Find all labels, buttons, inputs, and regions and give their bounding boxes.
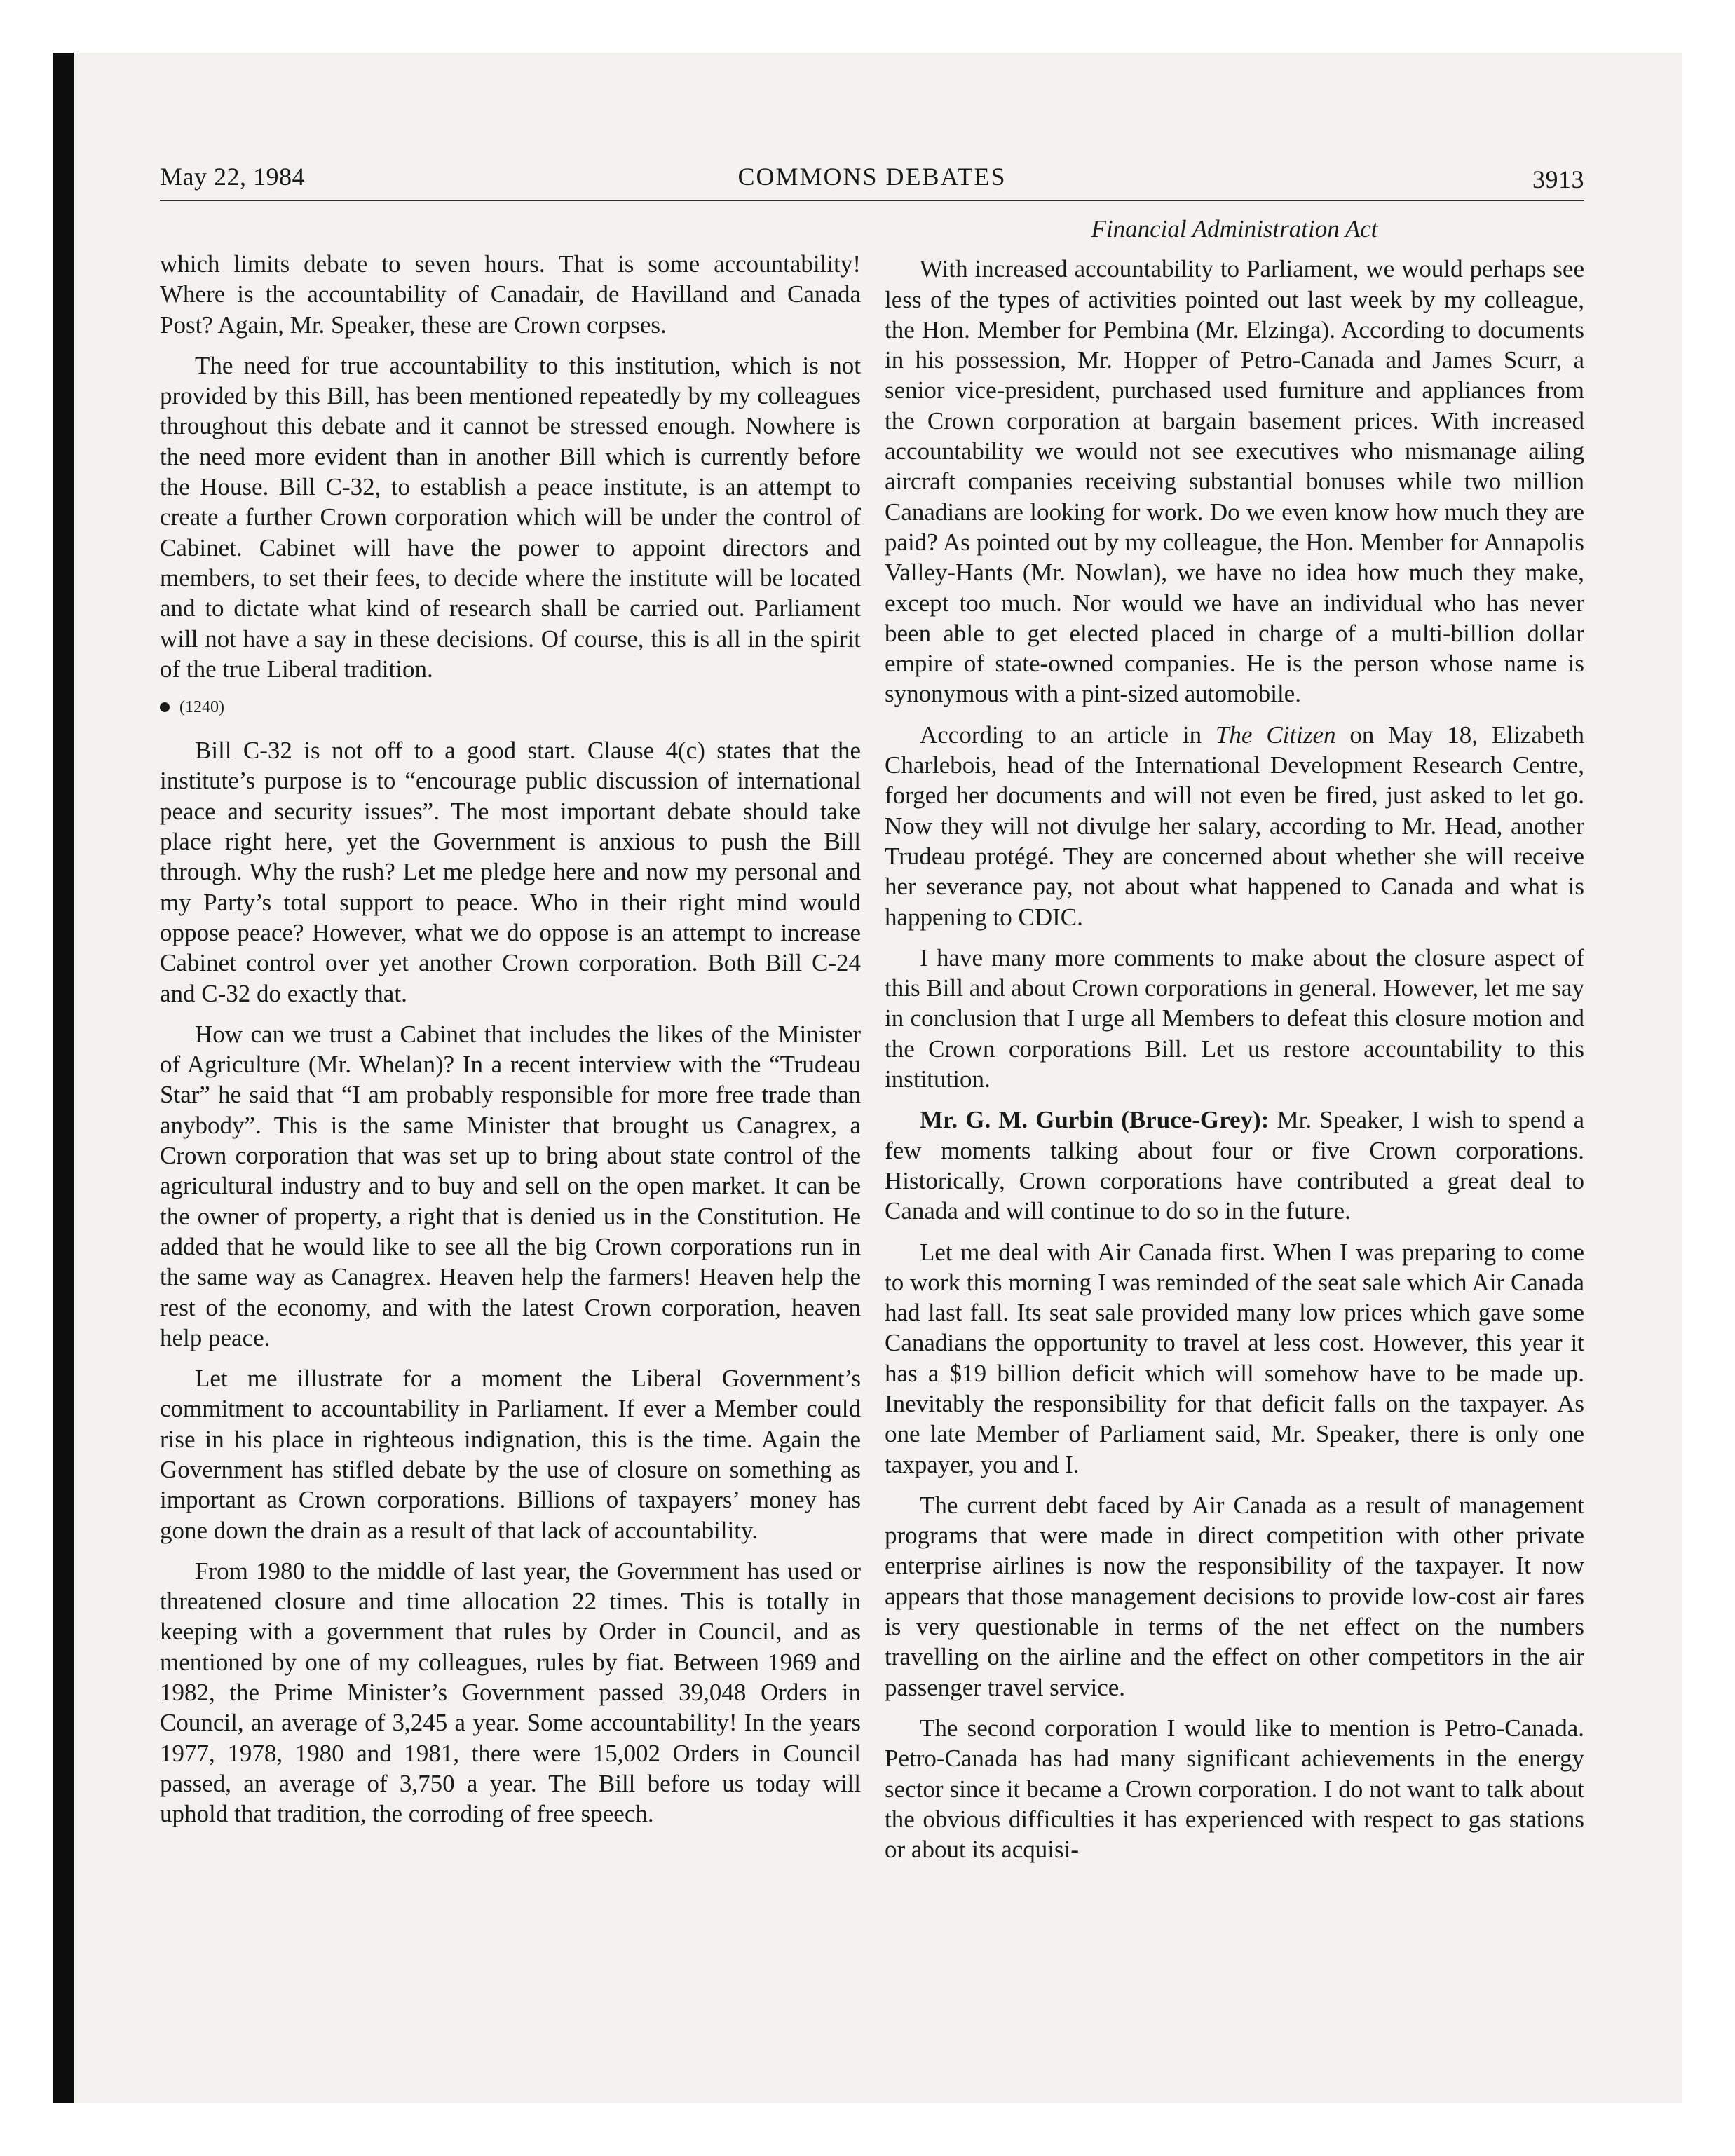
left-column <box>160 249 861 1840</box>
running-head: Financial Administration Act <box>1091 215 1378 243</box>
paragraph: The need for true accountability to this institution, which is not provided by this Bill, has been mentioned repeatedly by my colleagues throughout this debate and it cannot be stressed enough. Nowhere is the need more evident than in another Bill which is currently before the House. Bill C-32, to establish a peace institute, is an attempt to create a further Crown corporation which will be under the control of Cabinet. Cabinet will have the power to appoint directors and members, to set their fees, to decide where the institute will be located and to dictate what kind of research shall be carried out. Parliament will not have a say in these decisions. Of course, this is all in the spirit of the true Liberal tradition. <box>160 351 861 683</box>
paragraph <box>885 720 1584 932</box>
paragraph-text: According to an article in <box>920 721 1216 749</box>
speaker-name: Mr. G. M. Gurbin (Bruce-Grey): <box>920 1106 1270 1134</box>
paragraph-text: on May 18, Elizabeth Charlebois, head of the International Development Research Centre, forged her documents and will not even be fired, just asked to let go. Now they will not divulge her salary, according to Mr. Head, another Trudeau protégé. They are concerned about whether she will receive her severance pay, not about what happened to Canada and what is happening to CDIC. <box>885 721 1585 931</box>
bullet-dot-icon <box>160 702 170 712</box>
paragraph: Bill C-32 is not off to a good start. Clause 4(c) states that the institute’s purpose is to “encourage public discussion of international peace and security issues”. The most important debate should take place right here, yet the Government is anxious to push the Bill through. Why the rush? Let me pledge here and now my personal and my Party’s total support to peace. Who in their right mind would oppose peace? However, what we do oppose is an attempt to increase Cabinet control over yet another Crown corporation. Both Bill C-24 and C-32 do exactly that. <box>160 737 861 1007</box>
right-column <box>885 214 1584 1875</box>
paragraph: The second corporation I would like to mention is Petro-Canada. Petro-Canada has had many significant achievements in the energy sector since it became a Crown corporation. I do not want to talk about the obvious difficulties it has experienced with respect to gas stations or about its acquisi- <box>885 1714 1584 1864</box>
paragraph: With increased accountability to Parliament, we would perhaps see less of the types of activities pointed out last week by my colleague, the Hon. Member for Pembina (Mr. Elzinga). According to documents in his possession, Mr. Hopper of Petro-Canada and James Scurr, a senior vice-president, purchased used furniture and appliances from the Crown corporation at bargain basement prices. With increased accountability we would not see executives who mismanage ailing aircraft companies receiving substantial bonuses while two million Canadians are looking for work. Do we even know how much they are paid? As pointed out by my colleague, the Hon. Member for Annapolis Valley-Hants (Mr. Nowlan), we have no idea how much they make, except too much. Nor would we have an individual who has never been able to get elected placed in charge of a multi-billion dollar empire of state-owned companies. He is the person whose name is synonymous with a pint-sized automobile. <box>885 255 1584 708</box>
paragraph: How can we trust a Cabinet that includes the likes of the Minister of Agriculture (Mr. Whelan)? In a recent interview with the “Trudeau Star” he said that “I am probably responsible for more free trade than anybody”. This is the same Minister that brought us Canagrex, a Crown corporation that was set up to bring about state control of the agricultural industry and to buy and sell on the open market. It can be the owner of property, a right that is denied us in the Constitution. He added that he would like to see all the big Crown corporations run in the same way as Canagrex. Heaven help the farmers! Heaven help the rest of the economy, and with the latest Crown corporation, heaven help peace. <box>160 1020 861 1351</box>
speech-paragraph <box>885 1105 1584 1226</box>
time-marker-label: (1240) <box>179 698 224 717</box>
paragraph-text: Mr. Speaker, I wish to spend a few moments talking about four or five Crown corporations. Historically, Crown corporations have contributed a great deal to Canada and will continue to do so in the future. <box>885 1106 1584 1225</box>
paragraph: I have many more comments to make about the closure aspect of this Bill and about Crown corporations in general. However, let me say in conclusion that I urge all Members to defeat this closure motion and the Crown corporations Bill. Let us restore accountability to this institution. <box>885 943 1584 1093</box>
paragraph: From 1980 to the middle of last year, the Government has used or threatened closure and time allocation 22 times. This is totally in keeping with a government that rules by Order in Council, and as mentioned by one of my colleagues, rules by fiat. Between 1969 and 1982, the Prime Minister’s Government passed 39,048 Orders in Council, an average of 3,245 a year. Some accountability! In the years 1977, 1978, 1980 and 1981, there were 15,002 Orders in Council passed, an average of 3,750 a year. The Bill before us today will uphold that tradition, the corroding of free speech. <box>160 1557 861 1828</box>
scan-binding-edge <box>53 53 74 2103</box>
paragraph: The current debt faced by Air Canada as a result of management programs that were made in direct competition with other private enterprise airlines is now the responsibility of the taxpayer. It now appears that those management decisions to provide low-cost air fares is very questionable in terms of the net effect on the numbers travelling on the airline and the effect on other competitors in the air passenger travel service. <box>885 1491 1584 1701</box>
time-marker <box>160 695 861 720</box>
header-page-number: 3913 <box>1532 165 1584 193</box>
page-header <box>160 158 1584 201</box>
header-date: May 22, 1984 <box>160 163 305 191</box>
header-publication-title: COMMONS DEBATES <box>737 163 1007 191</box>
paragraph: which limits debate to seven hours. That is some accountability! Where is the accountability of Canadair, de Havilland and Canada Post? Again, Mr. Speaker, these are Crown corpses. <box>160 250 861 339</box>
publication-name: The Citizen <box>1215 721 1336 749</box>
paragraph: Let me deal with Air Canada first. When I was preparing to come to work this morning I was reminded of the seat sale which Air Canada had last fall. Its seat sale provided many low prices which gave some Canadians the opportunity to travel at less cost. However, this year it has a $19 billion deficit which will somehow have to be made up. Inevitably the responsibility for that deficit falls on the taxpayer. As one late Member of Parliament said, Mr. Speaker, there is only one taxpayer, you and I. <box>885 1238 1584 1478</box>
paragraph: Let me illustrate for a moment the Liberal Government’s commitment to accountability in Parliament. If ever a Member could rise in his place in righteous indignation, this is the time. Again the Government has stifled debate by the use of closure on something as important as Crown corporations. Billions of taxpayers’ money has gone down the drain as a result of that lack of accountability. <box>160 1365 861 1544</box>
scan-margin <box>0 0 53 2156</box>
